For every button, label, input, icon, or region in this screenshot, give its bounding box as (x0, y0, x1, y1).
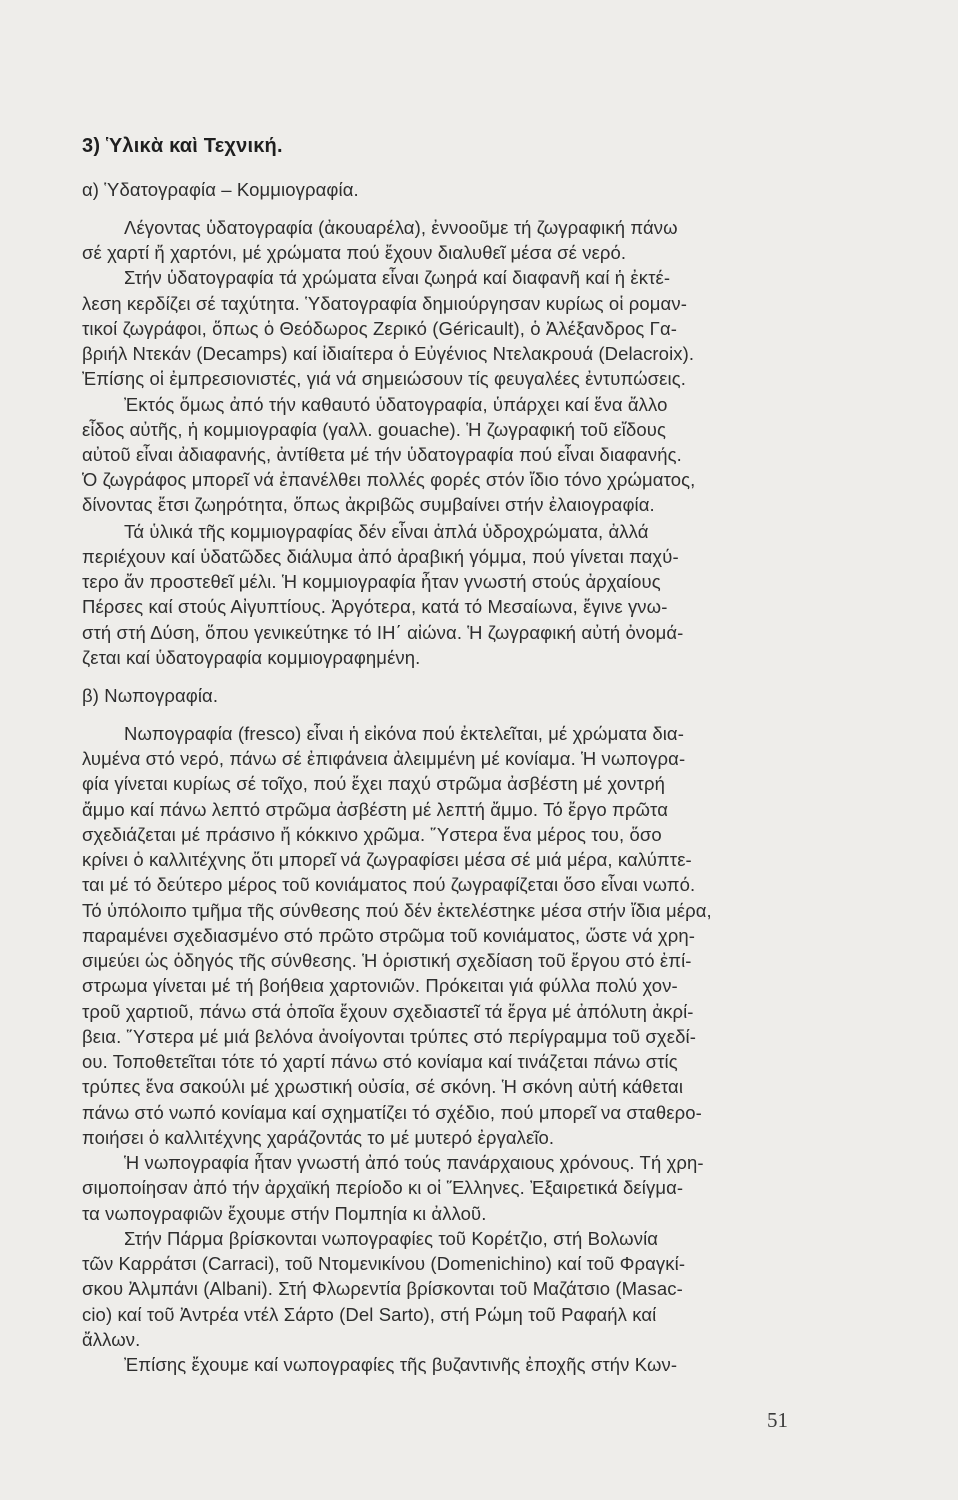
text-line: βεια. Ὕστερα μέ μιά βελόνα ἀνοίγονται τρύπες στό περίγραμμα τοῦ σχεδί- (82, 1026, 696, 1047)
page-number: 51 (767, 1408, 788, 1432)
text-line: ζεται καί ὑδατογραφία κομμιογραφημένη. (82, 647, 421, 668)
text-line: ἄμμο καί πάνω λεπτό στρῶμα ἀσβέστη μέ λεπτή ἄμμο. Τό ἔργο πρῶτα (82, 799, 668, 820)
text-line: τρύπες ἕνα σακούλι μέ χρωστική οὐσία, σέ σκόνη. Ἡ σκόνη αὐτή κάθεται (82, 1076, 684, 1097)
text-line: βριήλ Ντεκάν (Decamps) καί ἰδιαίτερα ὁ Εὐγένιος Ντελακρουά (Delacroix). (82, 343, 695, 364)
text-line: τερο ἄν προστεθεῖ μέλι. Ἡ κομμιογραφία ἦταν γνωστή στούς ἀρχαίους (82, 571, 661, 592)
text-line: σχεδιάζεται μέ πράσινο ἤ κόκκινο χρῶμα. Ὕστερα ἕνα μέρος του, ὅσο (82, 824, 662, 845)
text-line: στρωμα γίνεται μέ τή βοήθεια χαρτονιῶν. Πρόκειται γιά φύλλα πολύ χον- (82, 975, 678, 996)
text-line: Ἐπίσης ἔχουμε καί νωπογραφίες τῆς βυζαντινῆς ἐποχῆς στήν Κων- (124, 1354, 678, 1375)
text-line: ται μέ τό δεύτερο μέρος τοῦ κονιάματος πού ζωγραφίζεται ὅσο εἶναι νωπό. (82, 874, 696, 895)
text-line: λυμένα στό νερό, πάνω σέ ἐπιφάνεια ἀλειμμένη μέ κονίαμα. Ἡ νωπογρα- (82, 748, 686, 769)
text-line: Στήν Πάρμα βρίσκονται νωπογραφίες τοῦ Κορέτζιο, στή Βολωνία (124, 1228, 659, 1249)
text-line: λεση κερδίζει σέ ταχύτητα. Ὑδατογραφία δημιούργησαν κυρίως οἱ ρομαν- (82, 293, 687, 314)
text-line: Ἐπίσης οἱ ἐμπρεσιονιστές, γιά νά σημειώσουν τίς φευγαλέες ἐντυπώσεις. (82, 368, 686, 389)
text-line: στή στή Δύση, ὅπου γενικεύτηκε τό ΙΗ΄ αἰώνα. Ἡ ζωγραφική αὐτή ὀνομά- (82, 622, 684, 643)
text-line: σιμοποίησαν ἀπό τήν ἀρχαϊκή περίοδο κι οἱ Ἕλληνες. Ἐξαιρετικά δείγμα- (82, 1177, 684, 1198)
text-line: ποιήσει ὁ καλλιτέχνης χαράζοντάς το μέ μυτερό ἐργαλεῖο. (82, 1127, 555, 1148)
text-line: παραμένει σχεδιασμένο στό πρῶτο στρῶμα τοῦ κονιάματος, ὥστε νά χρη- (82, 925, 695, 946)
text-line: δίνοντας ἔτσι ζωηρότητα, ὅπως ἀκριβῶς συμβαίνει στήν ἐλαιογραφία. (82, 494, 655, 515)
text-line: πάνω στό νωπό κονίαμα καί σχηματίζει τό σχέδιο, πού μπορεῖ να σταθερο- (82, 1102, 702, 1123)
text-line: Λέγοντας ὑδατογραφία (ἀκουαρέλα), ἐννοοῦμε τή ζωγραφική πάνω (124, 217, 678, 238)
text-line: Νωπογραφία (fresco) εἶναι ἡ εἰκόνα πού ἐκτελεῖται, μέ χρώματα δια- (124, 723, 684, 744)
text-line: Πέρσες καί στούς Αἰγυπτίους. Ἀργότερα, κατά τό Μεσαίωνα, ἔγινε γνω- (82, 596, 668, 617)
text-line: εἶδος αὐτῆς, ἡ κομμιογραφία (γαλλ. gouache). Ἡ ζωγραφική τοῦ εἴδους (82, 419, 666, 440)
text-line: Ἐκτός ὅμως ἀπό τήν καθαυτό ὑδατογραφία, ὑπάρχει καί ἕνα ἄλλο (124, 394, 668, 415)
text-line: φία γίνεται κυρίως σέ τοῖχο, πού ἔχει παχύ στρῶμα ἀσβέστη μέ χοντρή (82, 773, 665, 794)
text-line: Τό ὑπόλοιπο τμῆμα τῆς σύνθεσης πού δέν ἐκτελέστηκε μέσα στήν ἴδια μέρα, (82, 900, 712, 921)
text-line: ἄλλων. (82, 1329, 141, 1350)
text-line: τα νωπογραφιῶν ἔχουμε στήν Πομπηία κι ἀλλοῦ. (82, 1203, 487, 1224)
text-line: cio) καί τοῦ Ἀντρέα ντέλ Σάρτο (Del Sarto), στή Ρώμη τοῦ Ραφαήλ καί (82, 1304, 657, 1325)
text-line: τροῦ χαρτιοῦ, πάνω στά ὁποῖα ἔχουν σχεδιαστεῖ τά ἔργα μέ ἀπόλυτη ἀκρί- (82, 1001, 694, 1022)
text-line: τικοί ζωγράφοι, ὅπως ὁ Θεόδωρος Ζερικό (Géricault), ὁ Ἀλέξανδρος Γα- (82, 318, 678, 339)
text-line: αὐτοῦ εἶναι ἀδιαφανής, ἀντίθετα μέ τήν ὑδατογραφία πού εἶναι διαφανής. (82, 444, 682, 465)
text-line: ου. Τοποθετεῖται τότε τό χαρτί πάνω στό κονίαμα καί τινάζεται πάνω στίς (82, 1051, 678, 1072)
subheading-fresco: β) Νωπογραφία. (82, 685, 219, 706)
text-line: Στήν ὑδατογραφία τά χρώματα εἶναι ζωηρά καί διαφανῆ καί ἡ ἐκτέ- (124, 267, 671, 288)
text-line: Ἡ νωπογραφία ἦταν γνωστή ἀπό τούς πανάρχαιους χρόνους. Τή χρη- (124, 1152, 704, 1173)
text-line: Τά ὑλικά τῆς κομμιογραφίας δέν εἶναι ἁπλά ὑδροχρώματα, ἀλλά (124, 521, 649, 542)
text-line: κρίνει ὁ καλλιτέχνης ὅτι μπορεῖ νά ζωγραφίσει μέσα σέ μιά μέρα, καλύπτε- (82, 849, 692, 870)
section-heading: 3) Ὑλικὰ καὶ Τεχνική. (82, 135, 283, 157)
subheading-watercolor: α) Ὑδατογραφία – Κομμιογραφία. (82, 179, 359, 200)
text-line: Ὁ ζωγράφος μπορεῖ νά ἐπανέλθει πολλές φορές στόν ἴδιο τόνο χρώματος, (82, 469, 696, 490)
text-line: περιέχουν καί ὑδατῶδες διάλυμα ἀπό ἀραβική γόμμα, πού γίνεται παχύ- (82, 546, 679, 567)
text-line: σκου Ἀλμπάνι (Albani). Στή Φλωρεντία βρίσκονται τοῦ Μαζάτσιο (Masac- (82, 1278, 683, 1299)
text-line: τῶν Καρράτσι (Carraci), τοῦ Ντομενικίνου (Domenichino) καί τοῦ Φραγκί- (82, 1253, 686, 1274)
text-line: σιμεύει ὡς ὁδηγός τῆς σύνθεσης. Ἡ ὁριστική σχεδίαση τοῦ ἔργου στό ἐπί- (82, 950, 692, 971)
text-line: σέ χαρτί ἤ χαρτόνι, μέ χρώματα πού ἔχουν διαλυθεῖ μέσα σέ νερό. (82, 242, 627, 263)
